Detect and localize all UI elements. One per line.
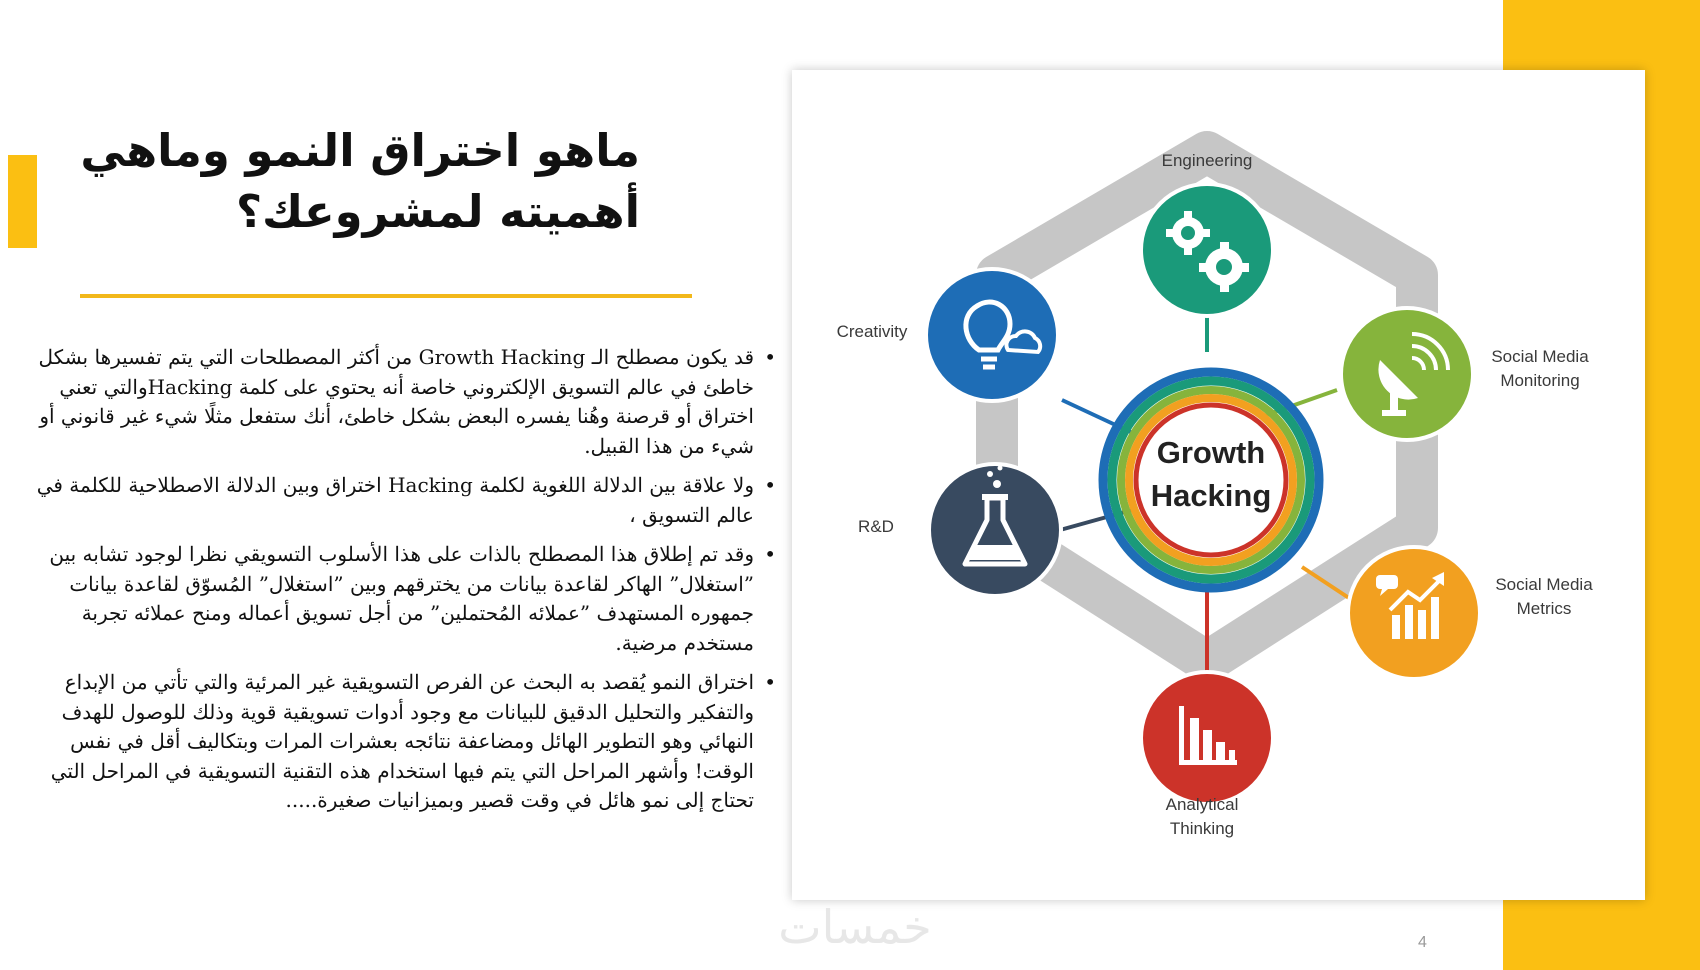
node-analytical-thinking (1141, 672, 1273, 804)
label-engineering: Engineering (1161, 151, 1253, 170)
slide-title (60, 120, 640, 242)
bullet-item-2: • ولا علاقة بين الدلالة اللغوية لكلمة Hacking اختراق وبين الدلالة الاصطلاحية للكلمة في عالم التسويق ، (14, 471, 774, 530)
center-title-line-2: Hacking (1150, 478, 1272, 513)
label-creativity: Creativity (836, 322, 908, 341)
node-social-media-metrics (1348, 547, 1480, 679)
node-rnd (929, 464, 1061, 596)
label-monitoring-2: Monitoring (1500, 371, 1580, 390)
label-analytical-1: Analytical (1165, 795, 1239, 814)
node-engineering (1141, 184, 1273, 316)
label-monitoring-1: Social Media (1491, 347, 1589, 366)
title-underline (80, 294, 692, 298)
diagram-card (792, 70, 1645, 900)
bullet-item-4: • اختراق النمو يُقصد به البحث عن الفرص التسويقية غير المرئية والتي تأتي من الإبداع والتفكير والتحليل الدقيق للبيانات مع وجود أدوات تسويقية قوية وذلك للوصول للهدف النهائي وهو التطوير الهائل ومضاعفة نتائجه بعشرات المرات وبتكاليف أقل في نفس الوقت! وأشهر المراحل التي يتم فيها استخدام هذه التقنية التسويقية في المراحل التي تحتاج إلى نمو هائل في وقت قصير وبميزانيات صغيرة..... (14, 668, 774, 816)
title-line-1: ماهو اختراق النمو وماهي (80, 124, 640, 177)
bullet-list (14, 343, 774, 826)
label-metrics-2: Metrics (1516, 599, 1572, 618)
label-metrics-1: Social Media (1495, 575, 1593, 594)
bullet-item-3: • وقد تم إطلاق هذا المصطلح بالذات على هذا الأسلوب التسويقي نظرا لوجود تشابه بين ”استغلال” الهاكر لقاعدة بيانات من يخترقهم وبين ”استغلال” المُسوّق لقاعدة بيانات جمهوره المستهدف ”عملائه المُحتملين” من أجل تسويق أعماله ومنح عملائه تجربة مستخدم مرضية. (14, 540, 774, 658)
bullet-item-1: • قد يكون مصطلح الـ Growth Hacking من أكثر المصطلحات التي يتم تفسيرها بشكل خاطئ في عالم التسويق الإلكتروني خاصة أنه يحتوي على كلمة Hackingوالتي تعني اختراق أو قرصنة وهُنا يفسره البعض بشكل خاطئ، أنك ستفعل مثلًا شيء غير قانوني أو شيء من هذا القبيل. (14, 343, 774, 461)
title-line-2: أهميته لمشروعك؟ (235, 185, 640, 238)
growth-hacking-diagram (792, 70, 1645, 900)
node-creativity (926, 269, 1058, 401)
center-title-line-1: Growth (1156, 435, 1266, 470)
label-rnd: R&D (858, 517, 894, 536)
title-accent-bar (8, 155, 37, 248)
label-analytical-2: Thinking (1169, 819, 1235, 838)
node-social-media-monitoring (1341, 308, 1473, 440)
watermark-logo: خمسات (778, 900, 932, 954)
page-number: 4 (1418, 934, 1427, 951)
